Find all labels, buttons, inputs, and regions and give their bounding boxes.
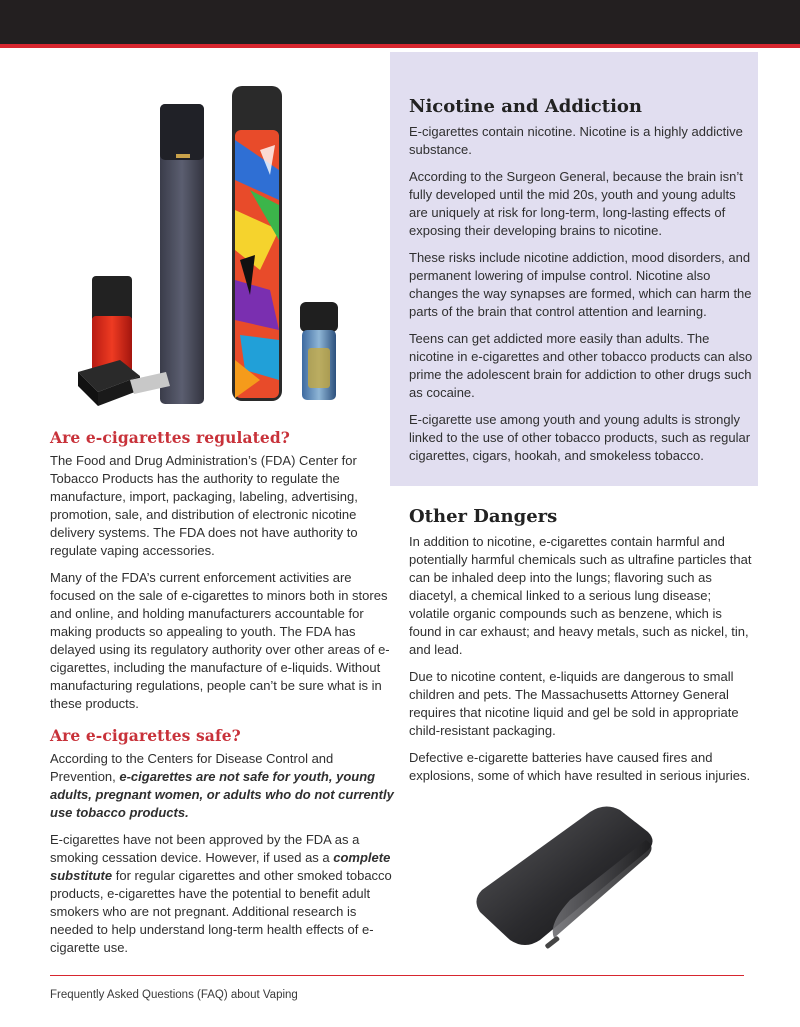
dangers-heading: Other Dangers bbox=[409, 506, 558, 527]
regulated-paragraph-2: Many of the FDA’s current enforcement activities are focused on the sale of e-cigarettes to minors both in stores and online, and holding manufacturers accountable for making products so appealing to youth. The FDA has delayed using its regulatory authority over other areas of e-cigarettes, including the manufacture of e-liquids. Without manufacturing regulations, people can’t be sure what is in these products. bbox=[50, 570, 390, 711]
safe-p2-text-a: E-cigarettes have not been approved by the FDA as a smoking cessation device. However, if used as a bbox=[50, 832, 360, 865]
safe-p2-emphasis: complete substitute bbox=[50, 850, 391, 883]
nicotine-paragraph-2: According to the Surgeon General, because the brain isn’t fully developed until the mid 20s, youth and young adults are uniquely at risk for long-term, long-lasting effects of exposing their developing brains to nicotine. bbox=[409, 169, 743, 238]
safe-p1-emphasis: e-cigarettes are not safe for youth, young adults, pregnant women, or adults who do not currently use tobacco products. bbox=[50, 769, 394, 820]
footer-title: Frequently Asked Questions (FAQ) about Vaping bbox=[50, 989, 298, 1001]
dangers-paragraph-1: In addition to nicotine, e-cigarettes contain harmful and potentially harmful chemicals such as ultrafine particles that can be inhaled deep into the lungs; flavoring such as diacetyl, a chemical linked to a serious lung disease; volatile organic compounds such as benzene, which is found in car exhaust; and heavy metals, such as nickel, tin, and lead. bbox=[409, 534, 752, 657]
safe-paragraph-2 bbox=[50, 831, 395, 957]
nicotine-paragraph-5: E-cigarette use among youth and young adults is strongly linked to the use of other tobacco products, such as regular cigarettes, cigars, hookah, and smokeless tobacco. bbox=[409, 412, 751, 463]
gray-vape-device bbox=[160, 104, 204, 404]
usb-charger bbox=[78, 360, 170, 406]
safe-heading: Are e-cigarettes safe? bbox=[50, 726, 241, 745]
colorful-vape-device bbox=[232, 86, 282, 401]
dangers-section bbox=[409, 506, 754, 794]
regulated-section bbox=[50, 428, 395, 722]
nicotine-paragraph-3: These risks include nicotine addiction, mood disorders, and permanent lowering of impulse control. Nicotine also changes the way synapses are formed, which can harm the parts of the brain that control attention and learning. bbox=[409, 250, 752, 319]
nicotine-heading: Nicotine and Addiction bbox=[409, 96, 642, 117]
safe-p2-text-b: for regular cigarettes and other smoked tobacco products, e-cigarettes have the potential to benefit adult smokers who are not pregnant. Additional research is needed to help understand long-term health effects of e-cigarette use. bbox=[50, 868, 392, 955]
vape-devices-illustration bbox=[70, 80, 390, 420]
top-banner-accent bbox=[0, 44, 800, 48]
regulated-heading: Are e-cigarettes regulated? bbox=[50, 428, 290, 447]
safe-paragraph-1 bbox=[50, 750, 395, 822]
red-pod bbox=[92, 276, 132, 374]
footer-divider bbox=[50, 975, 744, 976]
dangers-paragraph-3: Defective e-cigarette batteries have caused fires and explosions, some of which have resulted in serious injuries. bbox=[409, 750, 751, 783]
nicotine-paragraph-4: Teens can get addicted more easily than adults. The nicotine in e-cigarettes and other tobacco products can also prime the adolescent brain for addiction to other drugs such as cocaine. bbox=[409, 331, 753, 400]
dangers-paragraph-2: Due to nicotine content, e-liquids are dangerous to small children and pets. The Massachusetts Attorney General requires that nicotine liquid and gel be sold in appropriate child-resistant packaging. bbox=[409, 669, 739, 738]
top-banner bbox=[0, 0, 800, 44]
safe-p1-text: According to the Centers for Disease Control and Prevention, bbox=[50, 751, 334, 784]
regulated-paragraph-1: The Food and Drug Administration’s (FDA) Center for Tobacco Products has the authority to regulate the manufacture, import, packaging, labeling, advertising, promotion, sale, and distribution of electronic nicotine delivery systems. The FDA does not have authority to regulate vaping accessories. bbox=[50, 453, 358, 558]
safe-section bbox=[50, 726, 395, 966]
nicotine-paragraph-1: E-cigarettes contain nicotine. Nicotine is a highly addictive substance. bbox=[409, 124, 743, 157]
clear-pod bbox=[300, 302, 338, 400]
pod-device-illustration bbox=[470, 800, 660, 960]
nicotine-section bbox=[409, 96, 754, 474]
